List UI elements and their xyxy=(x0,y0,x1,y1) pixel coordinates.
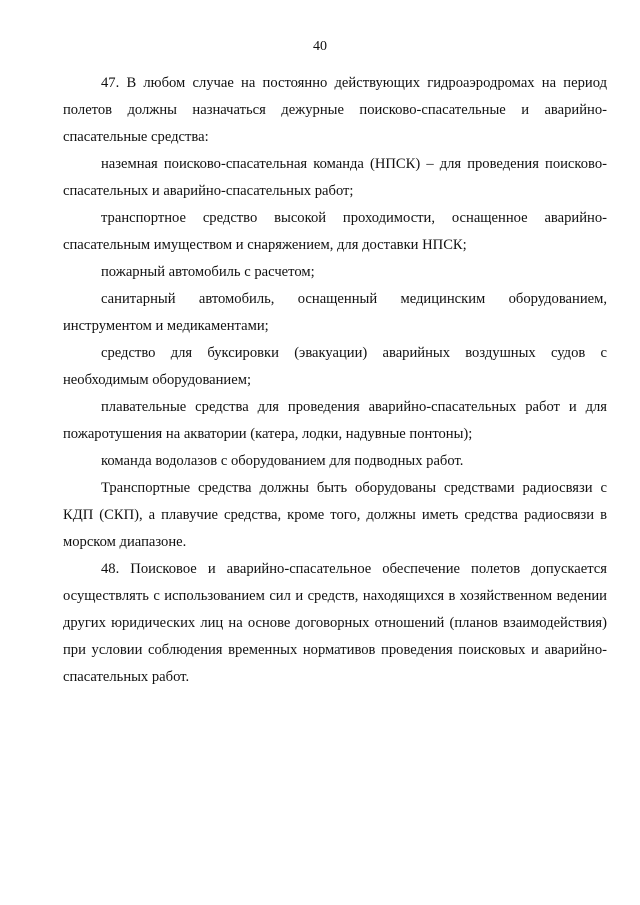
list-item-divers-team: команда водолазов с оборудованием для подводных работ. xyxy=(101,453,464,469)
list-item-fire-truck: пожарный автомобиль с расчетом; xyxy=(101,264,315,280)
document-body xyxy=(63,70,607,691)
paragraph-47-intro: 47. В любом случае на постоянно действующих гидроаэродромах на период полетов должны назначаться дежурные поисково-спасательные и аварийно-спасательные средства: xyxy=(63,75,607,145)
paragraph-48: 48. Поисковое и аварийно-спасательное обеспечение полетов допускается осуществлять с использованием сил и средств, находящихся в хозяйственном ведении других юридических лиц на основе договорных отношений (планов взаимодействия) при условии соблюдения временных нормативов проведения поисковых и аварийно-спасательных работ. xyxy=(63,561,607,685)
list-item-towing-equipment: средство для буксировки (эвакуации) аварийных воздушных судов с необходимым оборудованием; xyxy=(63,345,607,388)
page-number: 40 xyxy=(313,39,327,54)
list-item-watercraft: плавательные средства для проведения аварийно-спасательных работ и для пожаротушения на акватории (катера, лодки, надувные понтоны); xyxy=(63,399,607,442)
list-item-search-rescue-team: наземная поисково-спасательная команда (НПСК) – для проведения поисково-спасательных и аварийно-спасательных работ; xyxy=(63,156,607,199)
paragraph-radio-communication: Транспортные средства должны быть оборудованы средствами радиосвязи с КДП (СКП), а плавучие средства, кроме того, должны иметь средства радиосвязи в морском диапазоне. xyxy=(63,480,607,550)
list-item-all-terrain-vehicle: транспортное средство высокой проходимости, оснащенное аварийно-спасательным имуществом и снаряжением, для доставки НПСК; xyxy=(63,210,607,253)
list-item-ambulance: санитарный автомобиль, оснащенный медицинским оборудованием, инструментом и медикаментами; xyxy=(63,291,607,334)
